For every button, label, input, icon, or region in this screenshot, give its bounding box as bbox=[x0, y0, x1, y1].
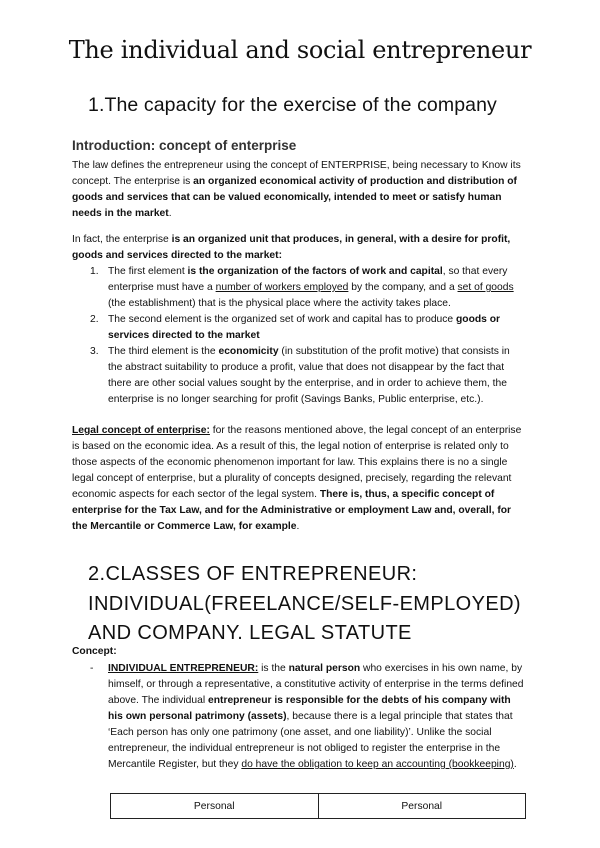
text-run: who exercises in his own name, by himself, or through a representative, a constitutive activity of enterprise in the terms defined above. The individual bbox=[108, 663, 524, 706]
bold-run: There is, thus, a specific concept of enterprise for the Tax Law, and for the Administrative or employment Law and, overall, for the Mercantile or Commerce Law, for example bbox=[72, 489, 512, 532]
intro-heading: Introduction: concept of enterprise bbox=[72, 138, 297, 153]
list-item bbox=[72, 344, 524, 408]
bold-run: goods or services directed to the market bbox=[108, 314, 501, 341]
enterprise-elements-list bbox=[72, 264, 524, 408]
text-run: , because there is a legal principle that states that ‘Each person has only one patrimony (one asset, and one liability)’. Unlike the social entrepreneur, the individual entrepreneur is not obliged to register the enterprise in the Mercantile Register, but they bbox=[108, 711, 513, 770]
bold-run: economicity bbox=[218, 346, 279, 357]
individual-entrepreneur-label: INDIVIDUAL ENTREPRENEUR: bbox=[108, 663, 259, 674]
text-run: . bbox=[296, 521, 300, 532]
section-1-heading: 1.The capacity for the exercise of the company bbox=[88, 94, 497, 116]
bold-run: natural person bbox=[288, 663, 361, 674]
list-item bbox=[72, 312, 524, 344]
bullet-text bbox=[72, 661, 524, 773]
bullet-dash: - bbox=[90, 663, 94, 674]
text-run: (in substitution of the profit motive) that consists in the abstract suitability to produce a profit, value that does not disappear by the fact that there are other social values sought by the enterprise, and in order to achieve them, the enterprise is no longer searching for profit (Savings Banks, Public enterprise, etc.). bbox=[108, 346, 510, 405]
bold-run: entrepreneur is responsible for the debts of his company with his own personal patrimony (assets) bbox=[108, 695, 511, 722]
legal-concept-label: Legal concept of enterprise: bbox=[72, 425, 210, 436]
concept-label: Concept: bbox=[72, 646, 117, 657]
list-number: 3. bbox=[90, 346, 99, 357]
list-item bbox=[72, 264, 524, 312]
legal-concept-paragraph bbox=[72, 423, 524, 535]
text-run: . bbox=[168, 208, 172, 219]
enterprise-paragraph bbox=[72, 232, 524, 264]
underlined-run: set of goods bbox=[457, 282, 514, 293]
text-run: The second element is the organized set of work and capital has to produce bbox=[108, 314, 457, 325]
text-run: is the bbox=[258, 663, 289, 674]
table-cell: Personal bbox=[318, 794, 526, 819]
text-run: The third element is the bbox=[108, 346, 219, 357]
table-row bbox=[111, 794, 526, 819]
bold-run: an organized economical activity of production and distribution of goods and services that can be valued economically, intended to meet or satisfy human needs in the market bbox=[72, 176, 517, 219]
text-run: by the company, and a bbox=[348, 282, 458, 293]
text-run: The law defines the entrepreneur using the concept of ENTERPRISE, being necessary to Know its concept. The enterprise is bbox=[72, 160, 521, 187]
intro-paragraph bbox=[72, 158, 524, 222]
text-run: , so that every enterprise must have a bbox=[108, 266, 508, 293]
bold-run: is the organization of the factors of work and capital bbox=[187, 266, 443, 277]
text-run: (the establishment) that is the physical place where the activity takes place. bbox=[108, 298, 451, 309]
document-title: The individual and social entrepreneur bbox=[68, 36, 532, 64]
table-cell: Personal bbox=[111, 794, 319, 819]
text-run: for the reasons mentioned above, the legal concept of an enterprise is based on the economic idea. As a result of this, the legal notion of enterprise is related only to those aspects of the economic phenomenon important for law. This explains there is no a single legal concept of enterprise, but a plurality of concepts designed, precisely, regarding the relevant economic aspects for each sector of the legal system. bbox=[72, 425, 522, 500]
list-number: 2. bbox=[90, 314, 99, 325]
list-number: 1. bbox=[90, 266, 99, 277]
section-2-heading: 2.CLASSES OF ENTREPRENEUR: INDIVIDUAL(FREELANCE/SELF-EMPLOYED) AND COMPANY. LEGAL STATUTE bbox=[88, 563, 521, 644]
individual-entrepreneur-item bbox=[72, 661, 524, 773]
text-run: . bbox=[513, 759, 517, 770]
underlined-run: do have the obligation to keep an accounting (bookkeeping) bbox=[241, 759, 514, 770]
comparison-table bbox=[110, 793, 526, 819]
text-run: The first element bbox=[108, 266, 188, 277]
text-run: In fact, the enterprise bbox=[72, 234, 172, 245]
underlined-run: number of workers employed bbox=[215, 282, 349, 293]
bold-run: is an organized unit that produces, in general, with a desire for profit, goods and services directed to the market: bbox=[72, 234, 511, 261]
